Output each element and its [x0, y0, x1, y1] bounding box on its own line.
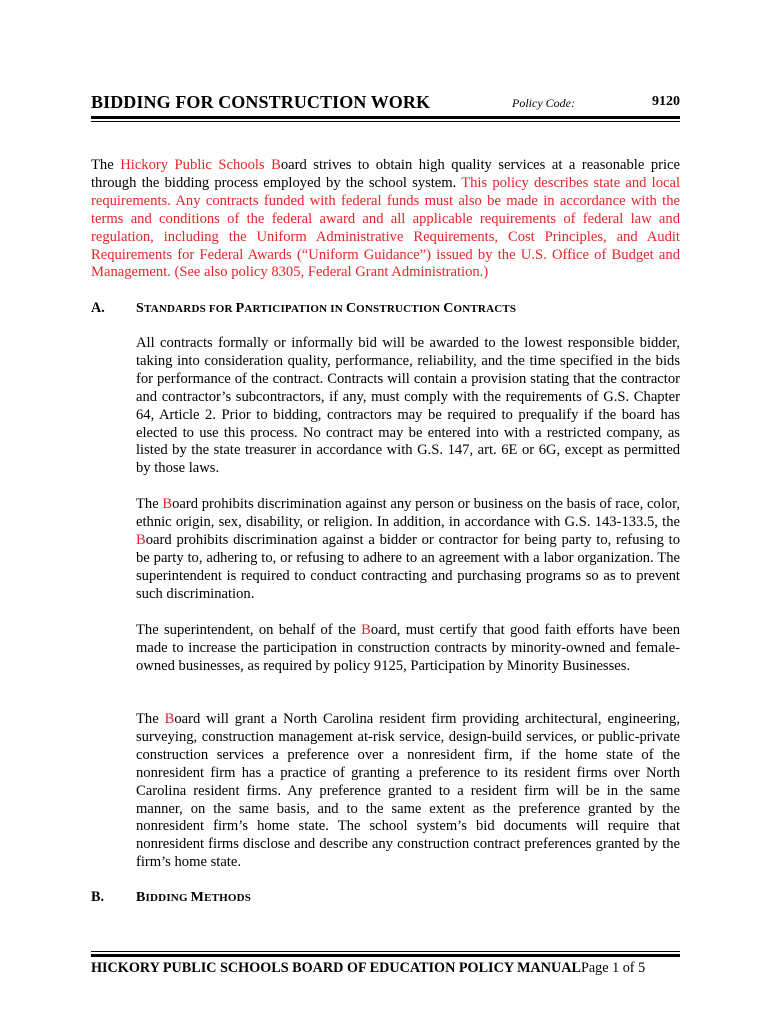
section-a-paragraph-4: The Board will grant a North Carolina resident firm providing architectural, engineering, surveying, construction management at-risk service, design-build services, or public-private construction services a preference over a nonresident firm, if the home state of the nonresident firm has a practice of granting a preference to its resident firms over North Carolina resident firms. Any preference granted to a resident firm will be in the same manner, on the same basis, and to the same extent as the preference granted by the nonresident firm’s home state. The school system’s bid documents will require that nonresident firms disclose and describe any construction contract preferences granted by the firm’s home state.	[136, 711, 680, 871]
section-b-letter: B.	[91, 889, 105, 905]
section-a-paragraph-2: The Board prohibits discrimination against any person or business on the basis of race, color, ethnic origin, sex, disability, or religion. In addition, in accordance with G.S. 143-133.5, the Board prohibits discrimination against a bidder or contractor for being party to, refusing to be party to, adhering to, or refusing to adhere to an agreement with a labor organization. The superintendent is required to conduct contracting and purchasing programs so as to prevent such discrimination.	[136, 496, 680, 602]
section-a-paragraph-1: All contracts formally or informally bid will be awarded to the lowest responsible bidder, taking into consideration quality, performance, reliability, and the time specified in the bids for performance of the contract. Contracts will contain a provision stating that the contractor and contractor’s subcontractors, if any, must comply with the requirements of G.S. Chapter 64, Article 2. Prior to bidding, contractors may be required to prequalify if the board has elected to use this process. No contract may be entered into with a restricted company, as listed by the state treasurer in accordance with G.S. 147, art. 6E or 6G, except as permitted by those laws.	[136, 335, 680, 477]
intro-text-2: oard strives to obtain high quality services at a reasonable price through the bidding process employed by the school system.	[91, 157, 680, 191]
intro-paragraph	[91, 157, 680, 282]
section-a-paragraph-3: The superintendent, on behalf of the Board, must certify that good faith efforts have been made to increase the participation in construction contracts by minority-owned and female-owned businesses, as required by policy 9125, Participation by Minority Businesses.	[136, 622, 680, 674]
footer-manual-title: HICKORY PUBLIC SCHOOLS BOARD OF EDUCATION POLICY MANUAL	[91, 960, 581, 976]
header-rule-thick	[91, 116, 680, 119]
intro-org-name: Hickory Public Schools B	[120, 157, 281, 173]
section-b-heading: BIDDING METHODS	[136, 890, 252, 905]
footer-rule-thick	[91, 954, 680, 957]
page-number: Page 1 of 5	[580, 960, 646, 976]
policy-code-label: Policy Code:	[512, 96, 575, 110]
intro-federal-text: This policy describes state and local requirements. Any contracts funded with federal funds must also be made in accordance with the terms and conditions of the federal award and all applicable requirements of federal law and regulation, including the Uniform Administrative Requirements, Cost Principles, and Audit Requirements for Federal Awards (“Uniform Guidance”) issued by the U.S. Office of Budget and Management. (See also policy 8305, Federal Grant Administration.)	[91, 174, 680, 281]
policy-code-number: 9120	[652, 94, 680, 109]
policy-title: BIDDING FOR CONSTRUCTION WORK	[91, 92, 431, 112]
header-rule-thin	[91, 121, 680, 122]
footer-rule-thin	[91, 951, 680, 952]
page-footer	[91, 960, 691, 977]
page-header	[91, 92, 680, 116]
section-a-heading: STANDARDS FOR PARTICIPATION IN CONSTRUCTION CONTRACTS	[136, 301, 517, 316]
intro-text-1: The	[91, 157, 121, 173]
section-a-letter: A.	[91, 300, 105, 316]
